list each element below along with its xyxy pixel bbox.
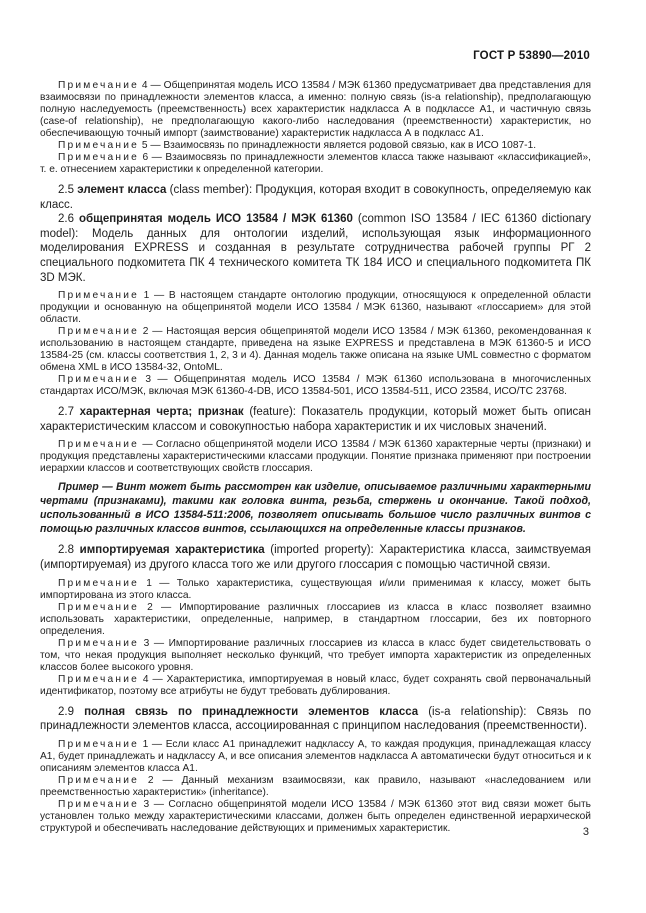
note-label: Примечание (58, 152, 139, 163)
definition-paragraph (40, 405, 591, 434)
note-label: Примечание (58, 290, 139, 302)
note-paragraph (40, 602, 591, 638)
definition-number: 2.9 (58, 705, 74, 718)
note-paragraph (40, 439, 591, 475)
note-text: — Характеристика, импортируемая в новый класс, будет сохранять свой первоначальный идентификатор, поэтому все атрибуты не будут требовать дублирования. (40, 673, 591, 697)
note-text: — Только характеристика, существующая и/или применимая к классу, может быть импортирована из этого класса. (40, 577, 591, 601)
note-number: 3 (143, 798, 150, 810)
note-label: Примечание (58, 577, 139, 589)
note-label: Примечание (58, 738, 139, 750)
note-paragraph (40, 290, 591, 326)
definition-paragraph (40, 183, 591, 212)
doc-code-header: ГОСТ Р 53890—2010 (473, 50, 590, 62)
note-label: Примечание (58, 601, 139, 613)
note-number: 2 (147, 601, 153, 613)
note-text: — Согласно общепринятой модели ИСО 13584 / МЭК 61360 характерные черты (признаки) и продукция представлены характеристическими классами продукции. Понятие признака применяют при построении иерархии классов и соответствующих свойств глоссария. (40, 439, 591, 475)
definition-paragraph (40, 543, 591, 572)
note-number: 6 (142, 152, 149, 163)
definition-text: (common ISO 13584 / IEC 61360 dictionary model): Модель данных для онтологии изделий, использующая язык информационного моделирования EXPRESS и созданная в результате сотрудничества рабочей группы РГ 2 специального подкомитета ПК 4 технического комитета ТК 184 ИСО и специального подкомитета ПК 3D МЭК. (40, 213, 592, 284)
note-label: Примечание (58, 374, 139, 386)
note-number: 2 (147, 774, 154, 786)
note-text: — Импортирование различных глоссариев из класса в класс позволяет взаимно использовать характеристики, определенные, например, в стандартном глоссарии, без их повторного определения. (40, 601, 591, 637)
note-number: 5 (141, 140, 148, 151)
note-paragraph (40, 152, 591, 176)
note-paragraph (40, 674, 591, 698)
definition-term: общепринятая модель ИСО 13584 / МЭК 61360 (78, 213, 353, 226)
note-paragraph (40, 326, 591, 374)
document-body (40, 80, 591, 835)
note-label: Примечание (58, 774, 139, 786)
note-label: Примечание (58, 439, 139, 451)
note-paragraph (40, 775, 591, 799)
note-number: 3 (143, 637, 150, 649)
definition-term: элемент класса (77, 184, 167, 196)
note-text: — В настоящем стандарте онтологию продукции, относящуюся к определенной области продукции и основанную на общепринятой модели ИСО 13584 / МЭК 61360, называют «глоссарием» для этой области. (40, 290, 591, 326)
definition-text: (is-a relationship): Связь по принадлежности элементов класса, ассоциированная с принципом наследования (преемственности). (40, 705, 591, 733)
note-label: Примечание (58, 798, 139, 810)
note-label: Примечание (58, 80, 139, 91)
note-number: 3 (145, 374, 152, 386)
note-label: Примечание (58, 673, 139, 685)
note-paragraph (40, 799, 591, 835)
note-text: — Данный механизм взаимосвязи, как правило, называют «наследованием или преемственностью характеристик» (inheritance). (40, 774, 591, 798)
note-text: — Взаимосвязь по принадлежности является родовой связью, как в ИСО 1087-1. (150, 140, 537, 151)
note-text: — Если класс А1 принадлежит надклассу А, то каждая продукция, принадлежащая классу А1, будет принадлежать и надклассу А, и все описания элементов надкласса А автоматически будут относиться и к описаниям элементов класса А1. (40, 738, 591, 774)
note-paragraph (40, 578, 591, 602)
definition-number: 2.7 (58, 406, 74, 419)
definition-term: полная связь по принадлежности элементов класса (84, 705, 419, 718)
example-paragraph (40, 480, 591, 536)
note-text: — Общепринятая модель ИСО 13584 / МЭК 61360 предусматривает два представления для взаимосвязи по принадлежности элементов класса, а именно: полную связь (is-a relationship), предполагающую полную наследуемость (преемственность) всех характеристик надкласса А в подклассе А1, и частичную связь (case-of relationship), не предполагающую какого-либо наследования (преемственности) характеристик, но обеспечивающую точный импорт (заимствование) характеристик надкласса А в подкласс А1. (40, 80, 591, 139)
definition-term: характерная черта; признак (79, 406, 244, 419)
definition-paragraph (40, 212, 591, 285)
note-text: — Настоящая версия общепринятой модели ИСО 13584 / МЭК 61360, рекомендованная к использованию в настоящем стандарте, приведена на языке EXPRESS и представлена в МЭК 61360-5 и ИСО 13584-25 (см. классы соответствия 1, 2, 3 и 4). Данная модель также описана на языке UML совместно с форматом обмена XML в ИСО 13584-32, OntoML. (40, 326, 591, 374)
note-number: 1 (142, 738, 149, 750)
note-label: Примечание (58, 637, 139, 649)
note-paragraph (40, 80, 591, 140)
definition-number: 2.6 (58, 213, 74, 226)
note-number: 4 (141, 80, 148, 91)
note-paragraph (40, 140, 591, 152)
definition-number: 2.8 (58, 544, 74, 557)
definition-number: 2.5 (58, 184, 74, 196)
page-number: 3 (582, 826, 589, 838)
definition-paragraph (40, 705, 591, 734)
note-number: 1 (146, 577, 152, 589)
note-paragraph (40, 638, 591, 674)
definition-text: (class member): Продукция, которая входит в совокупность, определяемую как класс. (40, 184, 591, 211)
example-text: — Винт может быть рассмотрен как изделие, описываемое различными характерными чертами (признаками), такими как головка винта, резьба, стержень и окончание. Такой подход, использованный в ИСО 13584-511:2006, позволяет описывать большое число различных винтов с помощью различных классов винтов, ссылающихся на определенные классы признаков. (40, 481, 591, 536)
note-text: — Импортирование различных глоссариев из класса в класс будет свидетельствовать о том, что некая продукция выполняет несколько функций, что требует импорта характеристик из определенных классов более высокого уровня. (40, 637, 591, 673)
definition-text: (feature): Показатель продукции, который может быть описан характеристическим классом и совокупностью набора характеристик и их числовых значений. (40, 406, 591, 433)
note-number: 2 (142, 326, 149, 338)
note-number: 1 (143, 290, 150, 302)
note-paragraph (40, 374, 591, 398)
example-label: Пример (58, 481, 99, 494)
note-paragraph (40, 739, 591, 775)
note-text: — Согласно общепринятой модели ИСО 13584 / МЭК 61360 этот вид связи может быть установлен только между характеристическими классами, должен быть определен единственной иерархической структурой и обеспечивать наследование действующих и применимых характеристик. (40, 798, 591, 834)
note-text: — Общепринятая модель ИСО 13584 / МЭК 61360 использована в многочисленных стандартах ИСО/МЭК, включая МЭК 61360-4-DB, ИСО 13584-501, ИСО 13584-511, ИСО 23584, ИСО/ТС 23768. (40, 374, 591, 398)
note-label: Примечание (58, 326, 139, 338)
definition-term: импортируемая характеристика (79, 544, 265, 557)
definition-text: (imported property): Характеристика класса, заимствуемая (импортируемая) из другого класса того же или другого глоссария с помощью частичной связи. (40, 544, 591, 571)
note-label: Примечание (58, 140, 139, 151)
note-text: — Взаимосвязь по принадлежности элементов класса также называют «классификацией», т. е. отнесением характеристики к определенной категории. (40, 152, 591, 175)
note-number: 4 (142, 673, 149, 685)
